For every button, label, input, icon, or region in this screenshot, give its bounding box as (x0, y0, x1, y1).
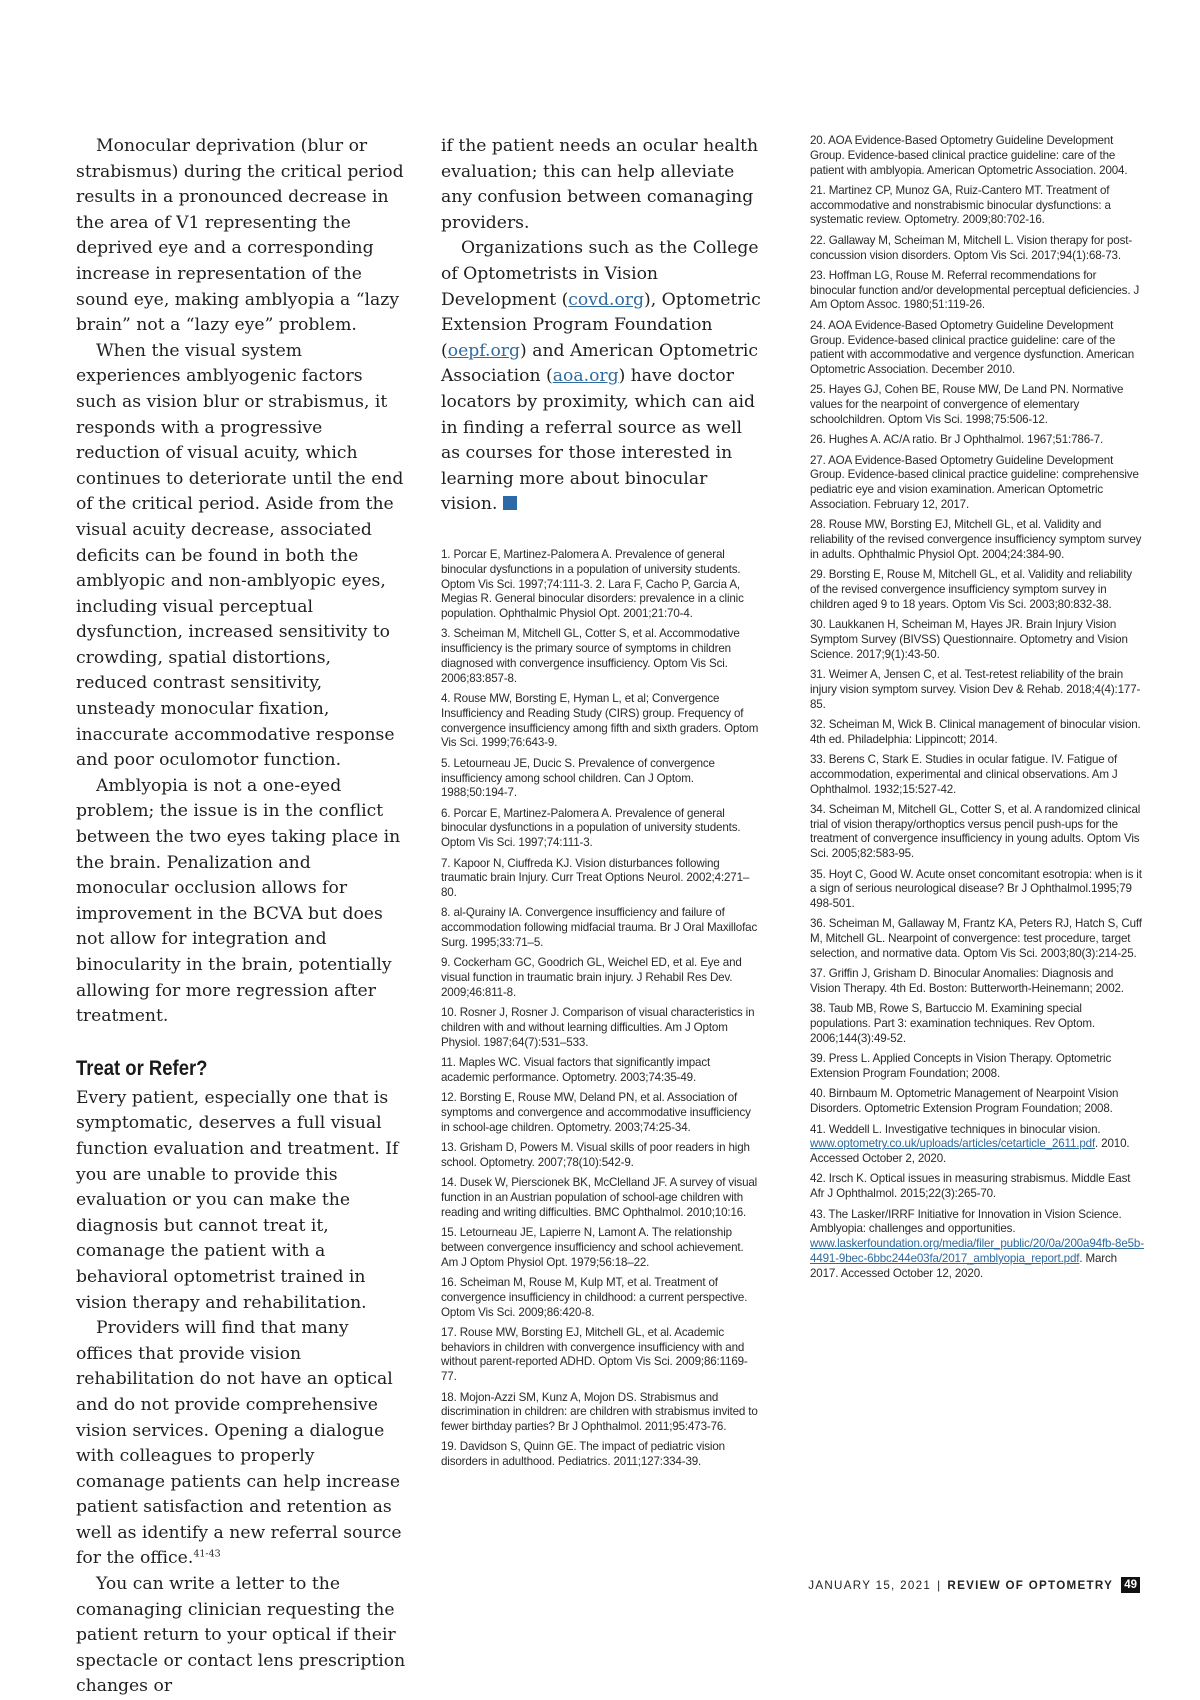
references-list (441, 548, 761, 1470)
reference-item: 34. Scheiman M, Mitchell GL, Cotter S, et al. A randomized clinical trial of vision therapy/orthoptics versus pencil push-ups for the treatment of convergence insufficiency in young adults. Optom Vis Sci. 2005;82:583-95. (810, 802, 1141, 861)
reference-item: 23. Hoffman LG, Rouse M. Referral recommendations for binocular function and/or developmental perceptual deficiencies. J Am Optom Assoc. 1980;51:119-26. (810, 268, 1140, 312)
article-column-2 (441, 134, 761, 1476)
reference-item: 9. Cockerham GC, Goodrich GL, Weichel ED, et al. Eye and visual function in traumatic brain injury. J Rehabil Res Dev. 2009;46:811-8. (441, 956, 742, 999)
end-of-article-icon (503, 496, 517, 510)
paragraph: You can write a letter to the comanaging clinician requesting the patient return to your optical if their spectacle or contact lens prescription changes or (76, 1574, 406, 1697)
paragraph: Amblyopia is not a one-eyed problem; the issue is in the conflict between the two eyes taking place in the brain. Penalization and monocular occlusion allows for improvement in the BCVA but does not allow for integration and binocularity in the brain, potentially allowing for more regression after treatment. (76, 775, 401, 1027)
reference-item: 19. Davidson S, Quinn GE. The impact of pediatric vision disorders in adulthood. Pediatrics. 2011;127:334-39. (441, 1440, 725, 1469)
covd-link[interactable]: covd.org (568, 289, 645, 310)
aoa-link[interactable]: aoa.org (552, 366, 619, 387)
reference-item: 37. Griffin J, Grisham D. Binocular Anomalies: Diagnosis and Vision Therapy. 4th Ed. Boston: Butterworth-Heinemann; 2002. (810, 967, 1124, 996)
reference-item: 20. AOA Evidence-Based Optometry Guideline Development Group. Evidence-based clinical practice guideline: care of the patient with amblyopia. American Optometric Association. 2004. (810, 134, 1128, 177)
reference-item: 1. Porcar E, Martinez-Palomera A. Prevalence of general binocular dysfunctions in a population of university students. Optom Vis Sci. 1997;74:111-3. 2. Lara F, Cacho P, Garcia A, Megias R. General binocular disorders: prevalence in a clinic population. Ophthalmic Physiol Opt. 2001;21:70-4. (441, 547, 744, 621)
reference-item: 36. Scheiman M, Gallaway M, Frantz KA, Peters RJ, Hatch S, Cuff M, Mitchell GL. Nearpoint of convergence: test procedure, target selection, and normative data. Optom Vis Sci. 2003;80(3):214-25. (810, 917, 1142, 961)
section-heading: Treat or Refer? (76, 1056, 208, 1080)
reference-item: 40. Birnbaum M. Optometric Management of Nearpoint Vision Disorders. Optometric Extension Program Foundation; 2008. (810, 1087, 1119, 1116)
reference-item: 32. Scheiman M, Wick B. Clinical management of binocular vision. 4th ed. Philadelphia: Lippincott; 2014. (810, 717, 1141, 746)
page-number: 49 (1121, 1577, 1140, 1593)
reference-item: 13. Grisham D, Powers M. Visual skills of poor readers in high school. Optometry. 2007;78(10):542-9. (441, 1141, 750, 1169)
lasker-report-link[interactable]: www.laskerfoundation.org/media/filer_public/20/0a/200a94fb-8e5b-4491-9bec-6bbc244e03fa/2017_amblyopia_report.pdf (810, 1237, 1144, 1265)
issue-date: JANUARY 15, 2021 (808, 1578, 932, 1592)
reference-text: 41. Weddell L. Investigative techniques in binocular vision. (810, 1122, 1101, 1136)
reference-item: 18. Mojon-Azzi SM, Kunz A, Mojon DS. Strabismus and discrimination in children: are children with strabismus invited to fewer birthday parties? Br J Ophthalmol. 2011;95:473-76. (441, 1390, 758, 1434)
oepf-link[interactable]: oepf.org (447, 340, 521, 361)
reference-item: 33. Berens C, Stark E. Studies in ocular fatigue. IV. Fatigue of accommodation, experimental and clinical observations. Am J Ophthalmol. 1932;15:527-42. (810, 752, 1118, 796)
reference-text: . March 2017. Accessed October 12, 2020. (810, 1251, 1117, 1280)
reference-item: 10. Rosner J, Rosner J. Comparison of visual characteristics in children with and without learning difficulties. Am J Optom Physiol. 1987;64(7):531–533. (441, 1006, 755, 1049)
reference-item: 24. AOA Evidence-Based Optometry Guideline Development Group. Evidence-based clinical practice guideline: care of the patient with accommodative and vergence dysfunction. American Optometric Association. December 2010. (810, 318, 1135, 377)
paragraph: Every patient, especially one that is symptomatic, deserves a full visual function evaluation and treatment. If you are unable to provide this evaluation or you can make the diagnosis but cannot treat it, comanage the patient with a behavioral optometrist trained in vision therapy and rehabilitation. (76, 1087, 399, 1313)
reference-item: 35. Hoyt C, Good W. Acute onset concomitant esotropia: when is it a sign of serious neurological disease? Br J Ophthalmol.1995;79 498-501. (810, 867, 1142, 911)
paragraph (441, 236, 761, 518)
reference-item: 42. Irsch K. Optical issues in measuring strabismus. Middle East Afr J Ophthalmol. 2015;22(3):265-70. (810, 1172, 1131, 1201)
reference-item: 26. Hughes A. AC/A ratio. Br J Ophthalmol. 1967;51:786-7. (810, 433, 1104, 447)
reference-item (810, 1208, 1144, 1282)
reference-item: 12. Borsting E, Rouse MW, Deland PN, et al. Association of symptoms and convergence and accommodative insufficiency in school-age children. Optometry. 2003;74:25-34. (441, 1091, 751, 1134)
reference-text: 43. The Lasker/IRRF Initiative for Innovation in Vision Science. Amblyopia: challenges and opportunities. (810, 1207, 1122, 1236)
reference-item: 15. Letourneau JE, Lapierre N, Lamont A. The relationship between convergence insufficiency and school achievement. Am J Optom Physiol Opt. 1979;56:18–22. (441, 1226, 744, 1269)
reference-item: 39. Press L. Applied Concepts in Vision Therapy. Optometric Extension Program Foundation; 2008. (810, 1052, 1112, 1081)
reference-item: 6. Porcar E, Martinez-Palomera A. Prevalence of general binocular dysfunctions in a population of university students. Optom Vis Sci. 1997;74:111-3. (441, 806, 741, 850)
reference-item (810, 1123, 1144, 1167)
reference-item: 28. Rouse MW, Borsting EJ, Mitchell GL, et al. Validity and reliability of the revised convergence insufficiency symptom survey in adults. Ophthalmic Physiol Opt. 2004;24:384-90. (810, 518, 1142, 561)
reference-item: 22. Gallaway M, Scheiman M, Mitchell L. Vision therapy for post-concussion vision disorders. Optom Vis Sci. 2017;94(1):68-73. (810, 233, 1133, 262)
paragraph-text: ) and American Optometric Association ( (441, 340, 759, 387)
citation-superscript: 41-43 (193, 1548, 221, 1560)
reference-item: 8. al-Qurainy IA. Convergence insufficiency and failure of accommodation following midfacial trauma. Br J Oral Maxillofac Surg. 1995;33:71–5. (441, 906, 758, 950)
reference-item: 30. Laukkanen H, Scheiman M, Hayes JR. Brain Injury Vision Symptom Survey (BIVSS) Questionnaire. Optometry and Vision Science. 2017;9(1):43-50. (810, 618, 1128, 661)
paragraph (76, 1316, 406, 1572)
paragraph-text: Organizations such as the College of Optometrists in Vision Development ( (441, 238, 759, 310)
paragraph: if the patient needs an ocular health evaluation; this can help alleviate any confusion between comanaging providers. (441, 136, 759, 233)
reference-item: 16. Scheiman M, Rouse M, Kulp MT, et al. Treatment of convergence insufficiency in childhood: a current perspective. Optom Vis Sci. 2009;86:420-8. (441, 1275, 748, 1319)
reference-item: 25. Hayes GJ, Cohen BE, Rouse MW, De Land PN. Normative values for the nearpoint of convergence of elementary schoolchildren. Optom Vis Sci. 1998;75:506-12. (810, 383, 1124, 427)
optometry-pdf-link[interactable]: www.optometry.co.uk/uploads/articles/cetarticle_2611.pdf (810, 1137, 1096, 1151)
reference-item: 3. Scheiman M, Mitchell GL, Cotter S, et al. Accommodative insufficiency is the primary source of symptoms in children diagnosed with convergence insufficiency. Optom Vis Sci. 2006;83:857-8. (441, 627, 740, 685)
references-column (810, 134, 1144, 1287)
reference-item: 7. Kapoor N, Ciuffreda KJ. Vision disturbances following traumatic brain Injury. Curr Treat Options Neurol. 2002;4:271–80. (441, 856, 750, 900)
reference-item: 21. Martinez CP, Munoz GA, Ruiz-Cantero MT. Treatment of accommodative and nonstrabismic binocular dysfunctions: a systematic review. Optometry. 2009;80:702-16. (810, 183, 1111, 227)
reference-item: 5. Letourneau JE, Ducic S. Prevalence of convergence insufficiency among school children. Can J Optom. 1988;50:194-7. (441, 756, 715, 800)
paragraph-text: Providers will find that many offices that provide vision rehabilitation do not have an optical and do not provide comprehensive vision services. Opening a dialogue with colleagues to properly comanage patients can help increase patient satisfaction and retention as well as identify a new referral source for the office. (76, 1318, 402, 1569)
reference-text: . 2010. Accessed October 2, 2020. (810, 1137, 1130, 1166)
reference-item: 14. Dusek W, Pierscionek BK, McClelland JF. A survey of visual function in an Austrian population of school-age children with reading and writing difficulties. BMC Ophthalmol. 2010;10:16. (441, 1176, 758, 1219)
reference-item: 11. Maples WC. Visual factors that significantly impact academic performance. Optometry. 2003;74:35-49. (441, 1056, 711, 1084)
paragraph-text: ), Optometric Extension Program Foundation ( (441, 289, 761, 361)
article-column-1 (76, 134, 406, 1700)
paragraph: Monocular deprivation (blur or strabismus) during the critical period results in a pronounced decrease in the area of V1 representing the deprived eye and a corresponding increase in representation of the sound eye, making amblyopia a “lazy brain” not a “lazy eye” problem. (76, 136, 404, 336)
page-footer (808, 1577, 1140, 1593)
reference-item: 31. Weimer A, Jensen C, et al. Test-retest reliability of the brain injury vision symptom survey. Vision Dev & Rehab. 2018;4(4):177-85. (810, 668, 1141, 711)
footer-separator: | (937, 1578, 942, 1592)
publication-name: REVIEW OF OPTOMETRY (947, 1578, 1114, 1592)
reference-item: 17. Rouse MW, Borsting EJ, Mitchell GL, et al. Academic behaviors in children with convergence insufficiency with and without parent-reported ADHD. Optom Vis Sci. 2009;86:1169-77. (441, 1325, 748, 1384)
reference-item: 4. Rouse MW, Borsting E, Hyman L, et al; Convergence Insufficiency and Reading Study (CIRS) group. Frequency of convergence insufficiency among fifth and sixth graders. Optom Vis Sci. 1999;76:643-9. (441, 692, 759, 750)
paragraph-text: ) have doctor locators by proximity, which can aid in finding a referral source as well as courses for those interested in learning more about binocular vision. (441, 366, 756, 515)
reference-item: 27. AOA Evidence-Based Optometry Guideline Development Group. Evidence-based clinical practice guideline: comprehensive pediatric eye and vision examination. American Optometric Association. February 12, 2017. (810, 453, 1139, 512)
reference-item: 38. Taub MB, Rowe S, Bartuccio M. Examining special populations. Part 3: examination techniques. Rev Optom. 2006;144(3):49-52. (810, 1002, 1095, 1046)
reference-item: 29. Borsting E, Rouse M, Mitchell GL, et al. Validity and reliability of the revised convergence insufficiency symptom survey in children aged 9 to 18 years. Optom Vis Sci. 2003;80:832-38. (810, 568, 1132, 611)
paragraph: When the visual system experiences amblyogenic factors such as vision blur or strabismus, it responds with a progressive reduction of visual acuity, which continues to deteriorate until the end of the critical period. Aside from the visual acuity decrease, associated deficits can be found in both the amblyopic and non-amblyopic eyes, including visual perceptual dysfunction, increased sensitivity to crowding, spatial distortions, reduced contrast sensitivity, unsteady monocular fixation, inaccurate accommodative response and poor oculomotor function. (76, 340, 404, 771)
